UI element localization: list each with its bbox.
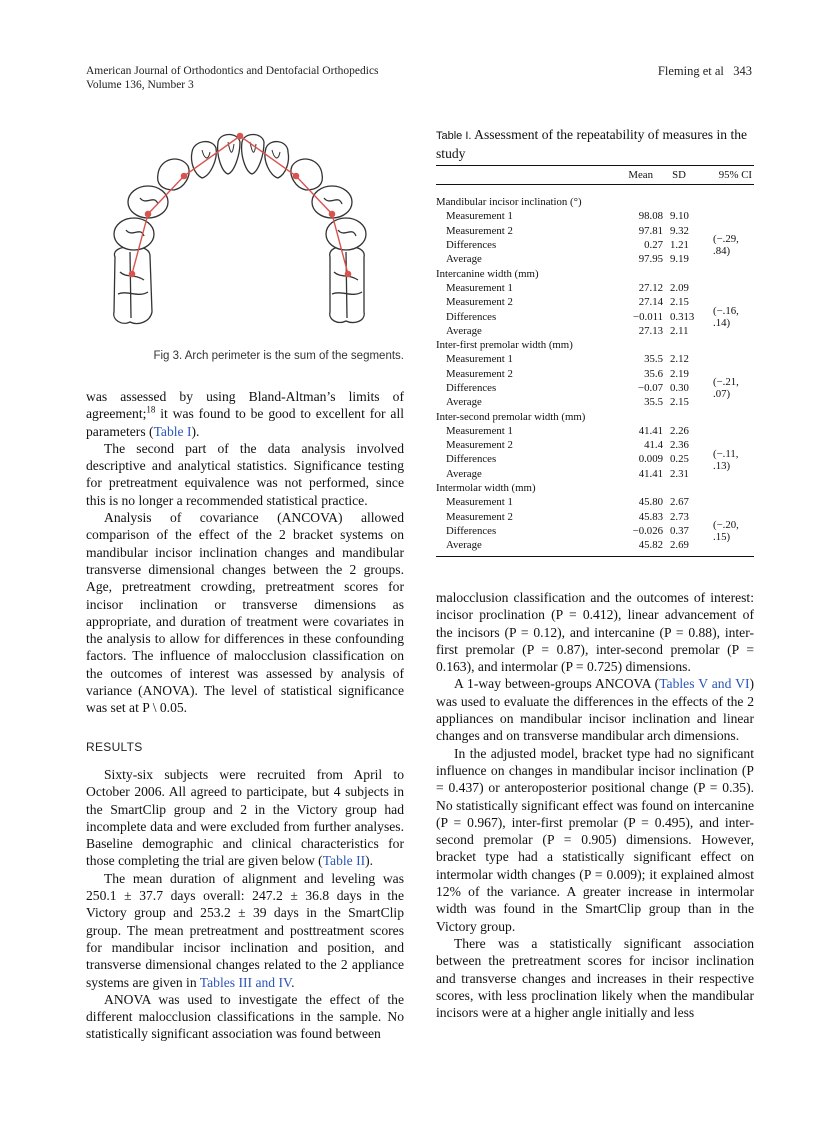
cell-sd: 2.09 [670,281,689,294]
cell-sd: 9.19 [670,253,689,266]
running-header-author [658,64,752,78]
table-row [436,233,754,258]
cell-mean: 98.08 [638,210,663,223]
cell-mean: 41.41 [638,424,663,437]
table-row [436,376,754,401]
cell-mean: 97.81 [638,224,663,237]
table-caption [436,126,754,162]
table-row [436,447,754,472]
table-body [436,195,754,552]
tables-v-vi-link[interactable]: Tables V and VI [659,676,750,692]
table-row [436,518,754,543]
row-label: Inter-second premolar width (mm) [436,410,586,423]
cell-sd: 2.73 [670,510,689,523]
cell-mean: 41.41 [638,467,663,480]
cell-ci: (−.11, .13) [713,447,739,472]
row-label: Measurement 1 [446,424,513,437]
table-row [436,495,754,509]
tables-iii-iv-link[interactable]: Tables III and IV [199,974,292,990]
cell-sd: 9.32 [670,224,689,237]
cell-mean: 35.5 [644,353,663,366]
table-group-row [436,266,754,280]
cell-mean: 35.6 [644,367,663,380]
cell-sd: 2.26 [670,424,689,437]
running-header-journal [86,64,379,92]
cell-sd: 0.30 [670,382,689,394]
table-group-row [436,409,754,423]
table-row [436,395,754,409]
row-label: Measurement 2 [446,439,513,452]
row-label: Measurement 2 [446,367,513,380]
contact-point [329,211,334,216]
cell-mean: −0.011 [633,310,663,323]
text-run: ). [365,853,374,869]
row-label: Differences [446,310,497,323]
running-head-authors: Fleming et al [657,64,724,78]
text-run: ) was used to evaluate the differences in the effects of the 2 appliances on mandibular incisor inclination and linear changes and on transverse mandibular arch dimensions. [436,676,754,744]
cell-mean: 45.82 [638,539,663,552]
cell-sd: 2.31 [670,467,689,480]
text-run: Sixty-six subjects were recruited from April to October 2006. All agreed to participate, but 4 subjects in the SmartClip group and 2 in the Victory group had incomplete data and were excluded from further analyses. Baseline demographic and clinical characteristics for those completing the trial are given below ( [86,766,404,869]
table-row [436,510,754,524]
paragraph [86,870,404,991]
row-label: Measurement 2 [446,510,513,523]
row-label: Differences [446,239,497,252]
row-label: Measurement 2 [446,224,513,237]
text-run: ). [191,423,200,439]
cell-sd: 9.10 [670,210,689,223]
cell-mean: 45.83 [638,510,663,523]
cell-sd: 2.67 [670,496,689,509]
row-label: Differences [446,453,497,466]
table-ii-link[interactable]: Table II [322,853,366,869]
row-label: Average [446,253,482,266]
row-label: Inter-first premolar width (mm) [436,339,573,352]
figure-caption: Fig 3. Arch perimeter is the sum of the segments. [153,350,404,362]
paragraph: There was a statistically significant association between the pretreatment scores for incisor inclination and transverse changes and increases in their respective scores, with less proclination likely when the mandibular incisors were at a higher angle initially and less [436,935,754,1021]
contact-point [293,173,298,178]
table-row [436,209,754,223]
row-label: Measurement 1 [446,281,513,294]
table-row [436,467,754,481]
row-label: Average [446,539,482,552]
table-group-row [436,338,754,352]
paragraph [86,388,404,440]
cell-sd: 0.25 [670,453,689,466]
repeatability-table [436,165,754,557]
text-run: . [291,974,295,990]
table-group-row [436,195,754,209]
table-group-row [436,481,754,495]
row-label: Intercanine width (mm) [436,267,539,280]
contact-point [345,271,350,276]
cell-sd: 1.21 [670,239,689,252]
paragraph [86,766,404,870]
paragraph: The second part of the data analysis involved descriptive and analytical statistics. Significance testing for pretreatment equivalence was not performed, since this is no longer a recommended statistical practice. [86,440,404,508]
table-i-link[interactable]: Table I [153,423,192,439]
cell-mean: 0.009 [638,453,663,466]
row-label: Mandibular incisor inclination (°) [436,196,582,209]
paragraph [436,675,754,744]
paragraph: ANOVA was used to investigate the effect of the different malocclusion classifications in the sample. No statistically significant association was found between [86,991,404,1042]
cell-sd: 2.19 [670,367,689,380]
contact-point [145,211,150,216]
cell-mean: 97.95 [638,253,663,266]
cell-mean: 35.5 [644,396,663,409]
reference-superscript: 18 [146,404,156,415]
table-row [436,438,754,452]
row-label: Measurement 1 [446,353,513,366]
cell-mean: 0.27 [644,239,663,252]
text-run: The mean duration of alignment and leveling was 250.1 ± 37.7 days overall: 247.2 ± 36.8 days in the Victory group and 253.2 ± 39 days in the SmartClip group. The mean pretreatment and posttreatment scores for mandibular incisor inclination and position, and transverse dimensional changes related to the 2 appliance systems are given in [86,870,404,990]
tooth-left-premolar-2 [114,218,154,250]
table-row [436,352,754,366]
row-label: Measurement 1 [446,210,513,223]
row-label: Measurement 1 [446,496,513,509]
cell-mean: 27.12 [638,281,663,294]
left-column [86,388,404,1043]
cell-ci: (−.21, .07) [713,376,739,401]
table-row [436,224,754,238]
paragraph: malocclusion classification and the outcomes of interest: incisor proclination (P = 0.412), linear advancement of the incisors (P = 0.12), and intercanine (P = 0.88), inter-first premolar (P = 0.87), inter-second premolar (P = 0.163), and intermolar (P = 0.725) dimensions. [436,590,754,675]
row-label: Differences [446,382,497,394]
cell-sd: 0.313 [670,310,695,323]
cell-sd: 2.15 [670,396,689,409]
row-label: Average [446,324,482,337]
header-cell-ci: 95% CI [718,169,752,181]
cell-mean: 27.13 [638,324,663,337]
cell-sd: 2.11 [670,324,689,337]
table-title: Assessment of the repeatability of measures in the study [436,127,748,161]
page-number: 343 [733,64,752,78]
journal-name: American Journal of Orthodontics and Dentofacial Orthopedics [86,65,379,77]
text-run: A 1-way between-groups ANCOVA ( [454,676,660,692]
table-row [436,304,754,329]
table-row [436,295,754,309]
cell-sd: 2.36 [670,439,689,452]
cell-sd: 0.37 [670,524,689,537]
row-label: Average [446,396,482,409]
cell-sd: 2.12 [670,353,689,366]
row-label: Differences [446,524,497,537]
table-bottom-rule [436,556,754,557]
contact-point [237,133,242,138]
cell-ci: (−.29, .84) [713,233,739,258]
table-label: Table I. [436,130,472,142]
contact-point [181,173,186,178]
header-cell-sd: SD [672,169,686,181]
table-row [436,324,754,338]
tooth-right-premolar-2 [326,218,366,250]
tooth-left-central-incisor [218,135,240,175]
table-row [436,538,754,552]
cell-mean: 41.4 [644,439,663,452]
right-column [436,589,754,1021]
cell-mean: −0.026 [632,524,663,537]
tooth-left-molar [114,247,152,324]
table-row [436,252,754,266]
table-row [436,424,754,438]
table-row [436,367,754,381]
table-header-row [436,166,754,185]
cell-mean: 45.80 [638,496,663,509]
tooth-left-lateral-incisor [191,142,216,178]
cell-ci: (−.20, .15) [713,518,739,543]
cell-sd: 2.15 [670,296,689,309]
contact-point [129,271,134,276]
cell-ci: (−.16, .14) [713,304,739,329]
header-cell-mean: Mean [628,169,653,181]
cell-mean: 27.14 [638,296,663,309]
tooth-right-lateral-incisor [265,142,289,178]
section-heading-results: RESULTS [86,739,143,754]
cell-mean: −0.07 [638,382,663,394]
paragraph: Analysis of covariance (ANCOVA) allowed comparison of the effect of the 2 bracket systems on mandibular incisor inclination changes and mandibular transverse dimensional changes between the 2 groups. Age, pretreatment crowding, pretreatment scores for incisor inclination or transverse dimensions as appropriate, and duration of treatment were covariates in the analysis to allow for differences in these confounding factors. The influence of malocclusion classification on the outcomes of interest was assessed by analysis of variance (ANOVA). The level of statistical significance was set at P \ 0.05. [86,510,404,716]
text-run: was assessed by using Bland-Altman’s limits of agreement; [86,389,404,422]
row-label: Average [446,467,482,480]
table-row [436,281,754,295]
tooth-right-central-incisor [242,135,264,175]
row-label: Measurement 2 [446,296,513,309]
paragraph: In the adjusted model, bracket type had no significant influence on changes in mandibular incisor inclination (P = 0.437) or anteroposterior positional change (P = 0.35). No statistically significant effect was found on intercanine (P = 0.967), inter-first premolar (P = 0.495), and inter-second premolar (P = 0.905) dimensions. However, bracket type had a statistically significant effect on intermolar width changes (P = 0.009); it explained almost 12% of the variance. A greater increase in intermolar width was found in the SmartClip group than in the Victory group. [436,745,754,934]
cell-sd: 2.69 [670,539,689,552]
text-run: it was found to be good to excellent for all parameters ( [86,406,404,439]
journal-volume: Volume 136, Number 3 [86,79,194,91]
row-label: Intermolar width (mm) [436,482,536,495]
dental-arch-figure [100,122,380,344]
